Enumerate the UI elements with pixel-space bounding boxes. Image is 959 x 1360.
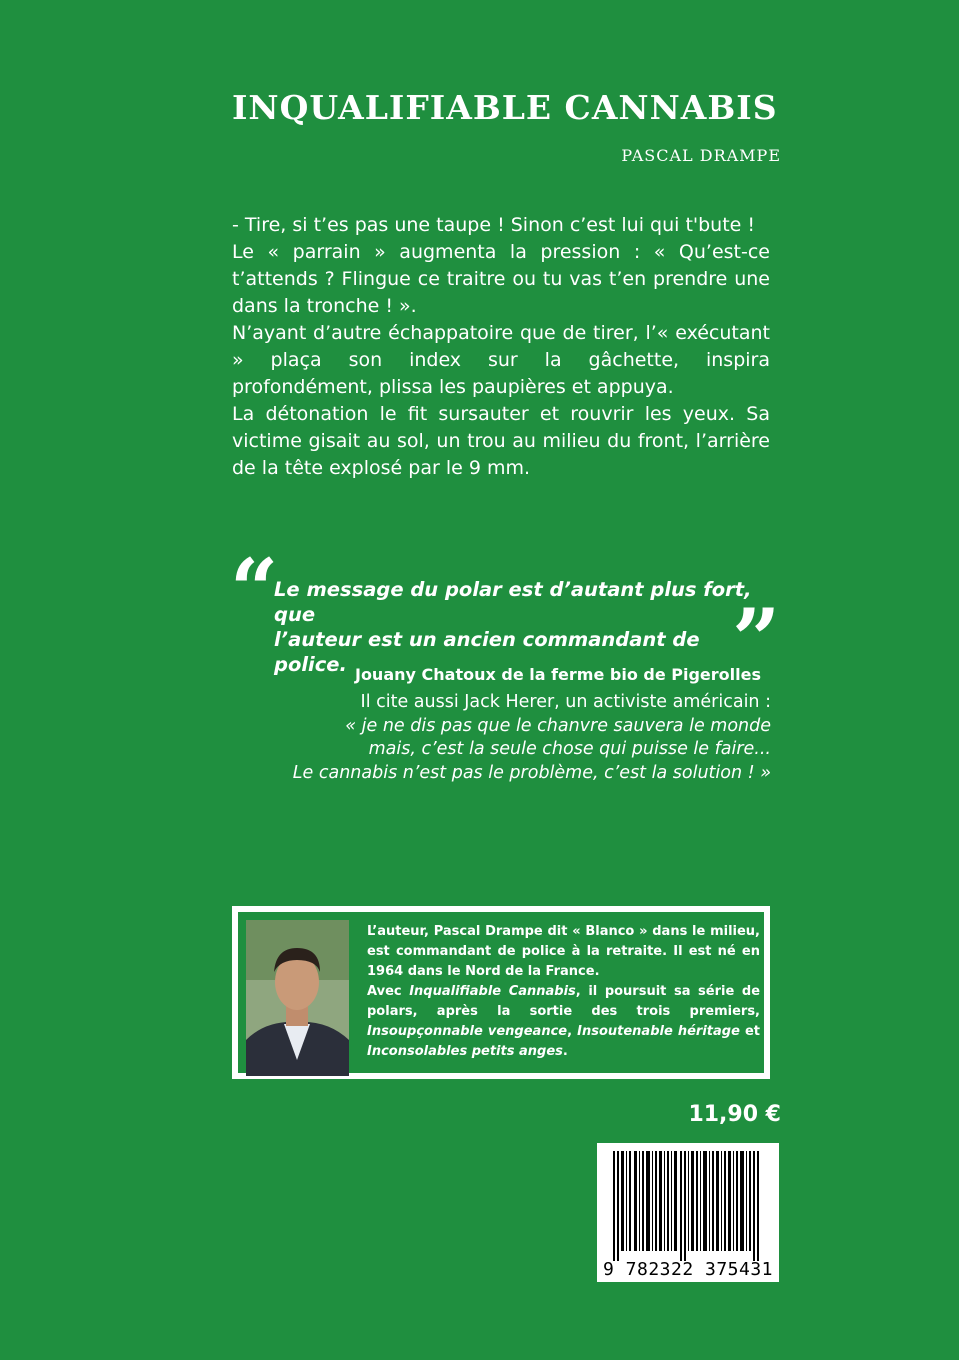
blurb-paragraph: Le « parrain » augmenta la pression : « Qu’est-ce t’attends ? Flingue ce traitre ou tu vas t’en prendre une dans la tronche ! ».	[232, 241, 770, 317]
book-title: INQUALIFIABLE CANNABIS	[232, 88, 778, 127]
review-quote-line: Le message du polar est d’autant plus fort, que	[274, 578, 752, 626]
bio-text-fragment: Avec	[367, 984, 410, 999]
bio-text-fragment: , il poursuit sa série de polars, après la sortie des trois premiers,	[367, 984, 761, 1019]
bio-text-fragment: .	[562, 1044, 568, 1059]
price-label: 11,90 €	[688, 1102, 781, 1127]
bio-text-fragment: ,	[567, 1024, 578, 1039]
bio-book-title: Insoupçonnable vengeance	[367, 1024, 568, 1039]
book-author: PASCAL DRAMPE	[621, 146, 781, 165]
review-author: Jouany Chatoux de la ferme bio de Pigerolles	[354, 665, 761, 684]
citation-line: mais, c’est la seule chose qui puisse le faire...	[368, 739, 771, 759]
blurb-paragraph: - Tire, si t’es pas une taupe ! Sinon c’est lui qui t'bute !	[232, 214, 756, 236]
citation-intro: Il cite aussi Jack Herer, un activiste américain :	[360, 692, 771, 712]
citation-line: Le cannabis n’est pas le problème, c’est la solution ! »	[292, 762, 771, 783]
jack-herer-citation	[293, 691, 771, 785]
review-quote-line: l’auteur est un ancien commandant de police.	[274, 628, 700, 676]
back-cover-blurb	[232, 212, 770, 482]
blurb-paragraph: La détonation le fit sursauter et rouvrir les yeux. Sa victime gisait au sol, un trou au milieu du front, l’arrière de la tête explosé par le 9 mm.	[232, 403, 770, 479]
barcode-icon	[613, 1151, 763, 1261]
bio-book-title: Insoutenable héritage	[577, 1024, 740, 1039]
bio-paragraph: L’auteur, Pascal Drampe dit « Blanco » dans le milieu, est commandant de police à la retraite. Il est né en 1964 dans le Nord de la France.	[367, 924, 760, 979]
open-quote-icon: “	[230, 540, 279, 639]
bio-book-title: Inconsolables petits anges	[367, 1044, 563, 1059]
close-quote-icon: ”	[732, 590, 781, 689]
author-bio-box	[232, 906, 770, 1079]
author-photo	[246, 920, 349, 1076]
isbn-barcode	[597, 1143, 779, 1282]
bio-book-title: Inqualifiable Cannabis	[409, 984, 576, 999]
review-quote	[274, 577, 764, 677]
bio-paragraph	[367, 982, 760, 1062]
citation-line: « je ne dis pas que le chanvre sauvera le monde	[345, 715, 771, 736]
isbn-number: 9 782322 375431	[602, 1259, 774, 1280]
author-bio-text	[367, 922, 760, 1062]
blurb-paragraph: N’ayant d’autre échappatoire que de tirer, l’« exécutant » plaça son index sur la gâchette, inspira profondément, plissa les paupières et appuya.	[232, 322, 770, 398]
bio-text-fragment: et	[739, 1024, 761, 1039]
author-portrait-icon	[246, 920, 349, 1076]
